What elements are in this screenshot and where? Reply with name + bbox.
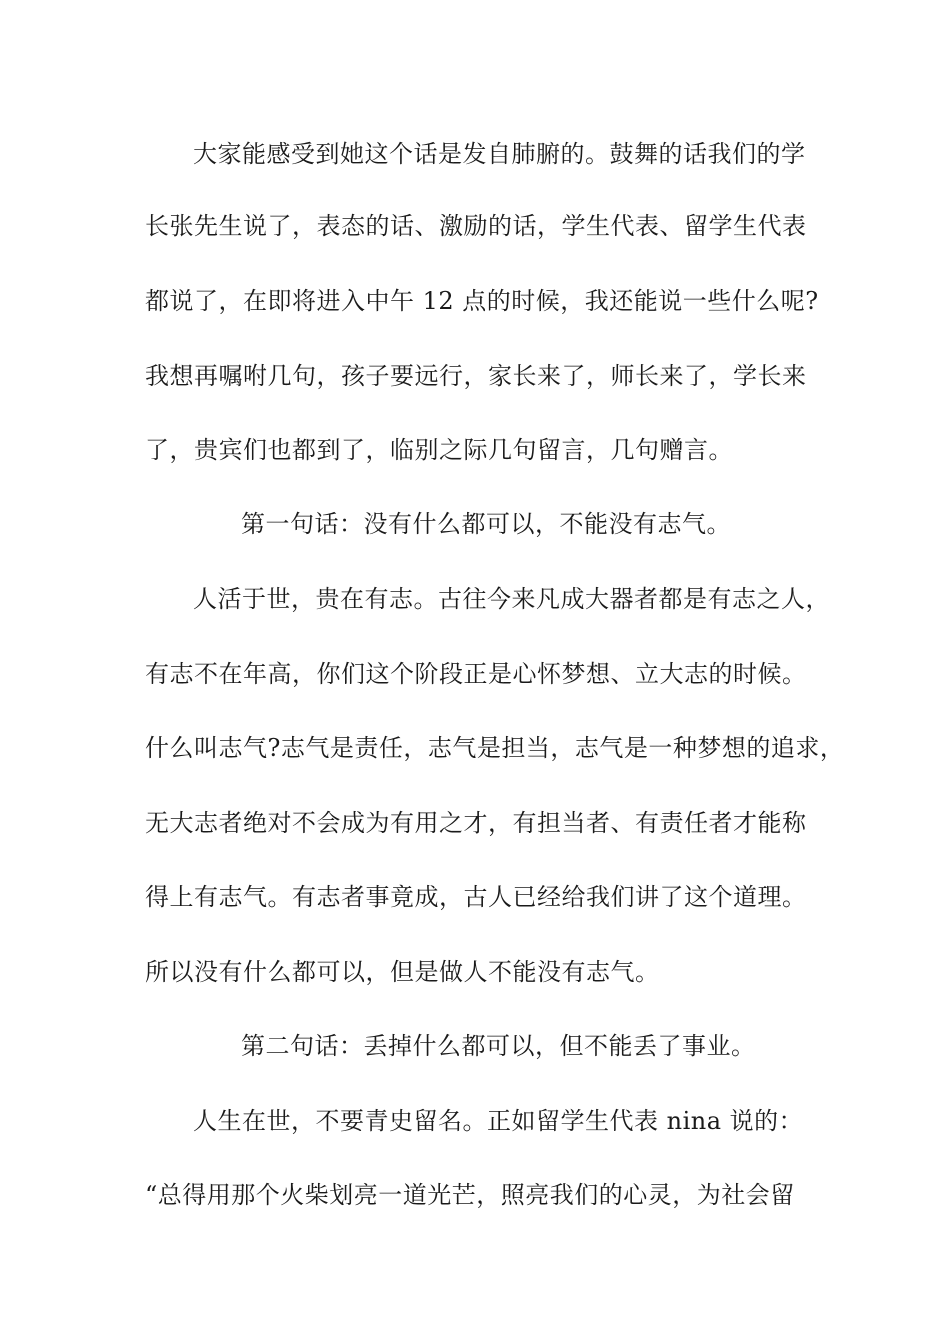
paragraph-line: 得上有志气。有志者事竟成，古人已经给我们讲了这个道理。 bbox=[145, 883, 807, 911]
paragraph-line: 人生在世，不要青史留名。正如留学生代表 nina 说的： bbox=[193, 1107, 804, 1135]
paragraph-line: 所以没有什么都可以，但是做人不能没有志气。 bbox=[145, 958, 660, 986]
section-heading: 第二句话：丢掉什么都可以，但不能丢了事业。 bbox=[241, 1032, 756, 1060]
paragraph-line: 都说了，在即将进入中午 12 点的时候，我还能说一些什么呢? bbox=[145, 287, 819, 315]
paragraph-line: 长张先生说了，表态的话、激励的话，学生代表、留学生代表 bbox=[145, 212, 807, 240]
paragraph-line: 了，贵宾们也都到了，临别之际几句留言，几句赠言。 bbox=[145, 436, 733, 464]
paragraph-line: 有志不在年高，你们这个阶段正是心怀梦想、立大志的时候。 bbox=[145, 660, 807, 688]
section-heading: 第一句话：没有什么都可以，不能没有志气。 bbox=[241, 510, 731, 538]
paragraph-line: 大家能感受到她这个话是发自肺腑的。鼓舞的话我们的学 bbox=[193, 140, 806, 168]
paragraph-line: 什么叫志气?志气是责任，志气是担当，志气是一种梦想的追求， bbox=[145, 734, 845, 762]
paragraph-line: 无大志者绝对不会成为有用之才，有担当者、有责任者才能称 bbox=[145, 809, 807, 837]
paragraph-line: 人活于世，贵在有志。古往今来凡成大器者都是有志之人， bbox=[193, 585, 830, 613]
paragraph-line: 我想再嘱咐几句，孩子要远行，家长来了，师长来了，学长来 bbox=[145, 362, 807, 390]
paragraph-line: “总得用那个火柴划亮一道光芒，照亮我们的心灵，为社会留 bbox=[145, 1181, 795, 1209]
